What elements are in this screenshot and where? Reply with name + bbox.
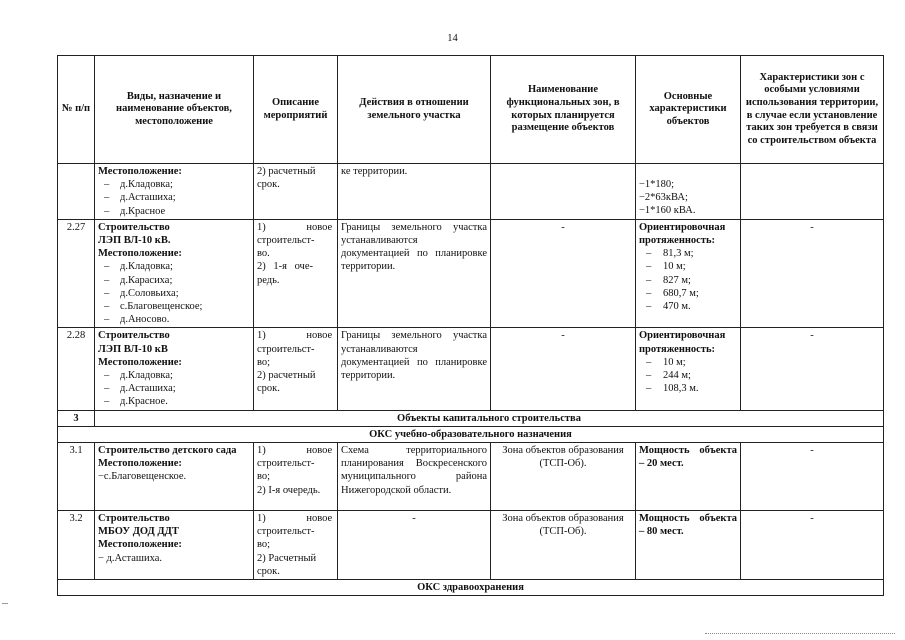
place-item: – д.Асташиха; (98, 382, 250, 395)
location-label: Местоположение: (98, 539, 182, 551)
location-label: Местоположение: (98, 458, 182, 470)
table-row (58, 443, 884, 511)
cell-actions: Границы земельного участка устанавливаются документацией по планировке территории. (338, 328, 491, 410)
cell-special (741, 164, 884, 220)
cell-object (95, 219, 254, 328)
cell-special: - (741, 328, 884, 410)
place-item: – д.Асташиха; (98, 191, 250, 204)
capacity: Мощность объекта – 20 мест. (639, 445, 737, 470)
table-row (58, 511, 884, 580)
page-number: 14 (447, 33, 458, 44)
section-title: Объекты капитального строительства (95, 410, 884, 426)
cell-description (254, 219, 338, 328)
cell-num: 2.27 (58, 219, 95, 328)
desc-line: 2) расчетный (257, 166, 316, 177)
scan-mark (2, 603, 8, 604)
header-characteristics: Основные характеристики объектов (636, 56, 741, 164)
desc-line: 1) новое (257, 330, 333, 342)
place-item: – д.Карасиха; (98, 274, 250, 287)
cell-characteristics (636, 219, 741, 328)
desc-line: строительст- (257, 235, 315, 247)
char-item: – 244 м; (639, 369, 737, 382)
table-row (58, 164, 884, 220)
place-item: −с.Благовещенское. (98, 471, 187, 483)
cell-actions: Границы земельного участка устанавливаются документацией по планировке территории. (338, 219, 491, 328)
cell-num: 3.1 (58, 443, 95, 511)
desc-line: срок. (257, 179, 280, 191)
section-row (58, 410, 884, 426)
place-item: − д.Асташиха. (98, 552, 162, 564)
object-title: Строительство ЛЭП ВЛ-10 кВ. (98, 221, 171, 247)
desc-line: строительст- (257, 526, 315, 538)
place-item: – д.Кладовка; (98, 260, 250, 273)
place-item: – д.Красное (98, 205, 250, 218)
place-item: – д.Соловьиха; (98, 287, 250, 300)
desc-line: во; (257, 539, 271, 551)
char-line: −1*180; (639, 179, 675, 190)
place-item: – д.Кладовка; (98, 369, 250, 382)
desc-line: 2) расчетный (257, 370, 316, 382)
capacity: Мощность объекта – 80 мест. (639, 513, 737, 538)
desc-line: 1) новое (257, 221, 333, 233)
cell-zones: - (491, 219, 636, 328)
char-item: – 81,3 м; (639, 247, 737, 260)
cell-zones: Зона объектов образования (ТСП-Об). (491, 511, 636, 580)
location-label: Местоположение: (98, 356, 182, 368)
desc-line: строительст- (257, 458, 315, 470)
characteristics-title: Ориентировочная протяженность: (639, 330, 726, 355)
cell-description (254, 443, 338, 511)
desc-line: 2) 1-я оче- (257, 261, 313, 273)
desc-line: редь. (257, 274, 280, 286)
subsection-title: ОКС учебно-образовательного назначения (58, 426, 884, 442)
char-item: – 470 м. (639, 300, 737, 313)
cell-num (58, 164, 95, 220)
cell-zones: Зона объектов образования (ТСП-Об). (491, 443, 636, 511)
planning-table (57, 55, 884, 596)
cell-description (254, 511, 338, 580)
object-title: Строительство МБОУ ДОД ДДТ (98, 513, 179, 538)
place-item: – д.Кладовка; (98, 178, 250, 191)
desc-line: во; (257, 471, 271, 483)
cell-object (95, 328, 254, 410)
desc-line: 1) новое (257, 445, 333, 457)
cell-object (95, 164, 254, 220)
cell-special: - (741, 443, 884, 511)
cell-zones: - (491, 328, 636, 410)
cell-characteristics (636, 443, 741, 511)
cell-special: - (741, 219, 884, 328)
cell-special: - (741, 511, 884, 580)
desc-line: 2) I-я очередь. (257, 484, 321, 496)
desc-line: во. (257, 248, 270, 260)
cell-object (95, 511, 254, 580)
place-item: – д.Аносово. (98, 313, 250, 326)
header-special-zones: Характеристики зон с особыми условиями использования территории, в случае если установление таких зон требуется в связи со строительством объекта (741, 56, 884, 164)
cell-characteristics (636, 328, 741, 410)
object-title: Строительство детского сада (98, 445, 237, 457)
desc-line: срок. (257, 565, 280, 577)
subsection-row (58, 426, 884, 442)
char-item: – 827 м; (639, 274, 737, 287)
characteristics-title: Ориентировочная протяженность: (639, 221, 726, 247)
cell-actions: Схема территориального планирования Воскресенского муниципального района Нижегородской области. (338, 443, 491, 511)
header-num: № п/п (58, 56, 95, 164)
char-line: −1*160 кВА. (639, 205, 696, 217)
location-label: Местоположение: (98, 166, 182, 177)
desc-line: 1) новое (257, 513, 333, 525)
desc-line: строительст- (257, 343, 315, 355)
cell-object (95, 443, 254, 511)
char-line: −2*63кВА; (639, 192, 688, 204)
place-item: – с.Благовещенское; (98, 300, 250, 313)
char-item: – 10 м; (639, 356, 737, 369)
subsection-title: ОКС здравоохранения (58, 580, 884, 596)
cell-characteristics (636, 164, 741, 220)
table-row (58, 219, 884, 328)
subsection-row (58, 580, 884, 596)
cell-actions: ке территории. (338, 164, 491, 220)
place-item: – д.Красное. (98, 395, 250, 408)
cell-num: 2.28 (58, 328, 95, 410)
header-description: Описание мероприятий (254, 56, 338, 164)
location-label: Местоположение: (98, 248, 182, 260)
char-item: – 10 м; (639, 260, 737, 273)
cell-description (254, 164, 338, 220)
object-title: Строительство ЛЭП ВЛ-10 кВ (98, 330, 170, 355)
header-actions: Действия в отношении земельного участка (338, 56, 491, 164)
cell-characteristics (636, 511, 741, 580)
cell-actions: - (338, 511, 491, 580)
char-item: – 108,3 м. (639, 382, 737, 395)
section-num: 3 (58, 410, 95, 426)
desc-line: во; (257, 356, 271, 368)
desc-line: 2) Расчетный (257, 552, 317, 564)
header-zones: Наименование функциональных зон, в которых планируется размещение объектов (491, 56, 636, 164)
cell-zones (491, 164, 636, 220)
table-row (58, 328, 884, 410)
scan-mark (705, 633, 895, 634)
desc-line: срок. (257, 383, 280, 395)
header-row (58, 56, 884, 164)
cell-num: 3.2 (58, 511, 95, 580)
header-types: Виды, назначение и наименование объектов, местоположение (95, 56, 254, 164)
char-item: – 680,7 м; (639, 287, 737, 300)
cell-description (254, 328, 338, 410)
